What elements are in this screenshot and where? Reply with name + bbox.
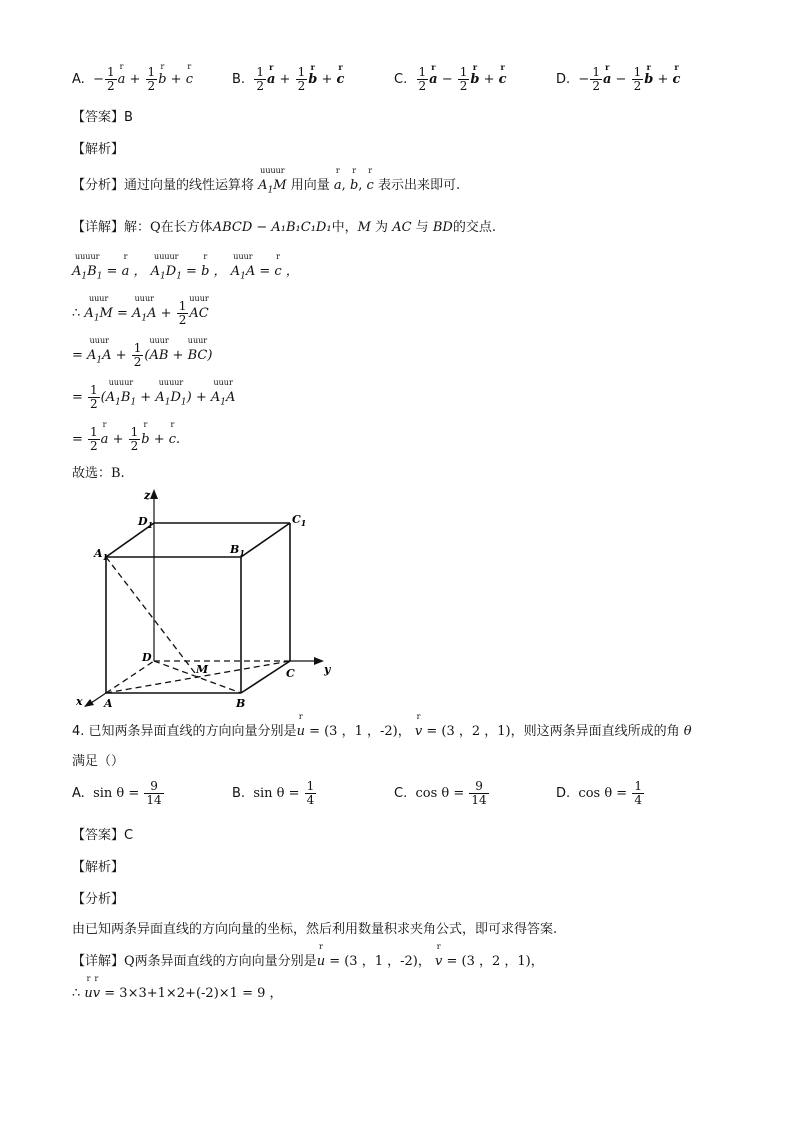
- dashed-A1-M: [106, 557, 198, 677]
- label-D: D: [142, 651, 152, 664]
- q3-analysis-heading: 【解析】: [72, 142, 125, 157]
- q4-fenxi-body: 由已知两条异面直线的方向向量的坐标，然后利用数量积求夹角公式，即可求得答案.: [72, 922, 558, 937]
- q3-option-d-expr: − $\frac{1}{2}$ a r − $\frac{1}{2}$ b r + c r: [574, 62, 681, 93]
- cuboid-diagram: [70, 485, 340, 710]
- q3-option-c: C. $\frac{1}{2}$ a r − $\frac{1}{2}$ b r + c r: [394, 62, 507, 93]
- q4-analysis-heading: 【解析】: [72, 860, 125, 875]
- q4-option-c: C. cos θ = $\frac{9}{14}$: [394, 779, 487, 807]
- q3-option-b: B. $\frac{1}{2}$ a r + $\frac{1}{2}$ b r + c r: [232, 62, 345, 93]
- q3-fenxi: 【分析】通过向量的线性运算将 $A_1M$ uuuur 用向量 a r , b r , c r 表示出来即可.: [72, 166, 461, 196]
- label-B1: $B_1$: [230, 543, 245, 558]
- q4-option-b: B. sin θ = $\frac{1}{4}$: [232, 779, 315, 807]
- q4-answer: 【答案】C: [72, 828, 134, 843]
- q4-stem-2: 满足（）: [72, 754, 125, 769]
- label-x: x: [76, 695, 83, 708]
- label-D1: $D_1$: [138, 515, 154, 530]
- label-B: B: [236, 697, 246, 710]
- q3-option-a-expr: − $\frac{1}{2}$ a r + $\frac{1}{2}$ b r + c r: [88, 62, 193, 93]
- derivation-step-3: = $A_1A$ uuur + $\frac{1}{2}$ (AB uuur + BC uuur ): [72, 336, 213, 369]
- q3-option-c-expr: $\frac{1}{2}$ a r − $\frac{1}{2}$ b r + c r: [418, 62, 507, 93]
- label-y: y: [324, 663, 331, 676]
- label-A: A: [104, 697, 113, 710]
- label-A1: $A_1$: [94, 547, 109, 562]
- label-C: C: [286, 667, 295, 680]
- edge-B1-C1: [241, 523, 290, 557]
- derivation-step-1: $A_1B_1$ uuuur = a r ， $A_1D_1$ uuuur = b r ， $A_1A$ uuur = c r ，: [72, 252, 299, 282]
- q3-option-b-expr: $\frac{1}{2}$ a r + $\frac{1}{2}$ b r + c r: [256, 62, 345, 93]
- label-z: z: [144, 489, 151, 502]
- q4-stem: 4. 已知两条异面直线的方向向量分别是u r = (3 ，1 ，-2)， v r = (3 ，2 ，1)，则这两条异面直线所成的角 θ: [72, 712, 692, 739]
- q4-detail: 【详解】Q两条异面直线的方向向量分别是u r = (3 ，1 ，-2)， v r = (3 ，2 ，1)，: [72, 942, 544, 969]
- q3-answer: 【答案】B: [72, 110, 133, 125]
- q3-detail: 【详解】解：Q在长方体ABCD − A₁B₁C₁D₁中，M 为 AC 与 BD的交点.: [72, 220, 496, 235]
- q4-option-d: D. cos θ = $\frac{1}{4}$: [556, 779, 642, 807]
- derivation-step-4: = $\frac{1}{2}$ ($A_1B_1$ uuuur + $A_1D_1$ uuuur ) + $A_1A$ uuur: [72, 378, 236, 411]
- derivation-step-2: ∴ $A_1M$ uuur = $A_1A$ uuur + $\frac{1}{2}$ AC uuur: [72, 294, 209, 327]
- y-axis-arrow: [314, 657, 324, 665]
- label-C1: $C_1$: [292, 513, 307, 528]
- q4-calculation: ∴ u r v r = 3×3+1×2+(-2)×1 = 9 ，: [72, 974, 283, 1001]
- z-axis-arrow: [150, 489, 158, 499]
- q4-option-a: A. sin θ = $\frac{9}{14}$: [72, 779, 162, 807]
- q4-fenxi-heading: 【分析】: [72, 892, 125, 907]
- q3-option-a: A. − $\frac{1}{2}$ a r + $\frac{1}{2}$ b r + c r: [72, 62, 193, 93]
- derivation-step-5: = $\frac{1}{2}$ a r + $\frac{1}{2}$ b r + c r .: [72, 420, 181, 453]
- q3-conclusion: 故选：B.: [72, 466, 125, 481]
- x-axis-arrow: [84, 699, 94, 707]
- label-M: M: [196, 663, 209, 676]
- q3-option-d: D. − $\frac{1}{2}$ a r − $\frac{1}{2}$ b r + c r: [556, 62, 681, 93]
